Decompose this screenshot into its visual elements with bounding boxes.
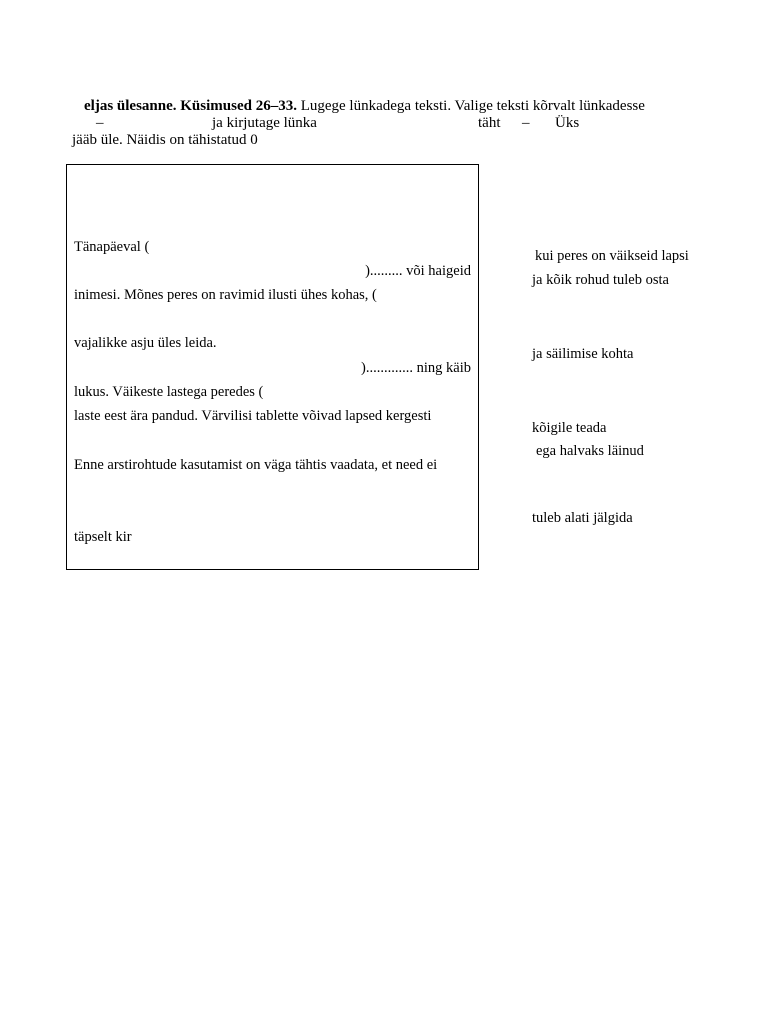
- text-line-4: vajalikke asju üles leida.: [74, 335, 217, 351]
- instruction-title: eljas ülesanne. Küsimused 26–33.: [84, 98, 297, 114]
- text-line-8: Enne arstirohtude kasutamist on väga tähtis vaadata, et need ei: [74, 457, 438, 473]
- text-line-3: inimesi. Mõnes peres on ravimid ilusti ühes kohas, (: [74, 287, 377, 303]
- gap-text-box: [66, 164, 479, 570]
- instruction-fill-text: ja kirjutage lünka: [212, 115, 317, 131]
- text-line-2: )......... või haigeid: [365, 263, 471, 279]
- text-line-5: )............. ning käib: [361, 360, 471, 376]
- option-3: ja säilimise kohta: [532, 346, 634, 362]
- instruction-text: Lugege lünkadega teksti. Valige teksti kõrvalt lünkadesse: [296, 98, 645, 114]
- instruction-dash-1: –: [96, 115, 104, 131]
- option-1: kui peres on väikseid lapsi: [535, 248, 689, 264]
- text-line-9: täpselt kir: [74, 529, 132, 545]
- text-line-7: laste eest ära pandud. Värvilisi tablette võivad lapsed kergesti: [74, 408, 432, 424]
- text-line-6: lukus. Väikeste lastega peredes (: [74, 384, 264, 400]
- instruction-line-1: [84, 98, 645, 115]
- instruction-letter-word: täht: [478, 115, 501, 131]
- option-2: ja kõik rohud tuleb osta: [532, 272, 669, 288]
- option-6: tuleb alati jälgida: [532, 510, 633, 526]
- option-4: kõigile teada: [532, 420, 607, 436]
- text-line-1: Tänapäeval (: [74, 239, 150, 255]
- instruction-dash-2: –: [522, 115, 530, 131]
- instruction-one-word: Üks: [555, 115, 580, 131]
- option-5: ega halvaks läinud: [536, 443, 644, 459]
- instruction-line-3: jääb üle. Näidis on tähistatud 0: [72, 132, 258, 148]
